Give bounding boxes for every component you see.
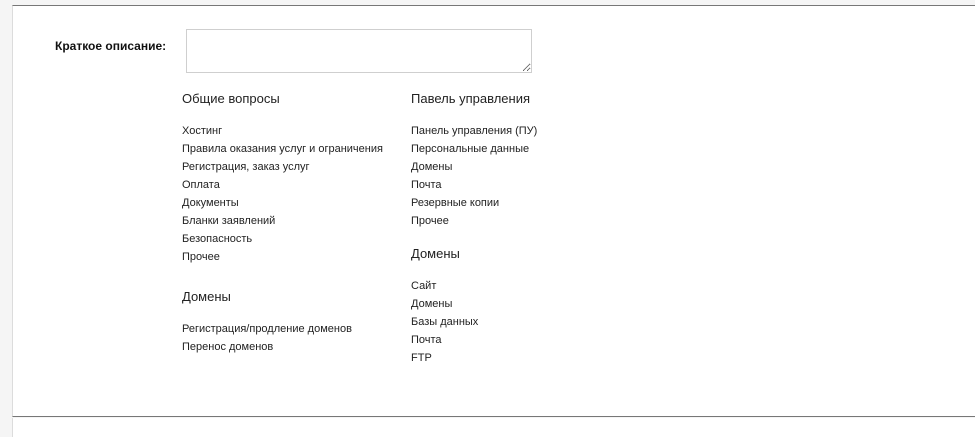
faq-link-ftp[interactable]: FTP <box>411 352 432 364</box>
faq-link-personal-data[interactable]: Персональные данные <box>411 143 530 155</box>
faq-link-service-rules[interactable]: Правила оказания услуг и ограничения <box>182 143 383 155</box>
faq-group-domains <box>182 289 402 356</box>
faq-link-databases[interactable]: Базы данных <box>411 316 479 328</box>
footer-strip <box>12 418 975 437</box>
list-item <box>182 176 402 194</box>
list-item <box>182 140 402 158</box>
faq-link-security[interactable]: Безопасность <box>182 233 253 245</box>
list-item <box>182 248 402 266</box>
faq-link-mail[interactable]: Почта <box>411 334 442 346</box>
faq-link-registration-order[interactable]: Регистрация, заказ услуг <box>182 161 310 173</box>
list-item <box>411 176 631 194</box>
list-item <box>411 212 631 230</box>
faq-group-hosting-domains <box>411 246 631 367</box>
list-item <box>182 212 402 230</box>
list-item <box>182 338 402 356</box>
faq-link-list <box>411 277 631 367</box>
faq-group-title: Общие вопросы <box>182 91 280 106</box>
list-item <box>182 122 402 140</box>
list-item <box>411 313 631 331</box>
short-description-input[interactable] <box>186 29 532 73</box>
faq-link-backups[interactable]: Резервные копии <box>411 197 500 209</box>
list-item <box>411 295 631 313</box>
list-item <box>182 194 402 212</box>
list-item <box>411 349 631 367</box>
faq-link-control-panel[interactable]: Панель управления (ПУ) <box>411 125 538 137</box>
faq-link-hosting[interactable]: Хостинг <box>182 125 223 137</box>
faq-link-list <box>411 122 631 230</box>
faq-link-domains[interactable]: Домены <box>411 298 453 310</box>
faq-link-site[interactable]: Сайт <box>411 280 437 292</box>
short-description-label: Краткое описание: <box>55 39 167 53</box>
list-item <box>182 230 402 248</box>
faq-link-documents[interactable]: Документы <box>182 197 239 209</box>
faq-link-list <box>182 122 402 266</box>
faq-group-general <box>182 91 402 266</box>
list-item <box>411 277 631 295</box>
faq-link-application-forms[interactable]: Бланки заявлений <box>182 215 276 227</box>
list-item <box>411 140 631 158</box>
list-item <box>182 158 402 176</box>
faq-column-right <box>411 91 631 367</box>
faq-group-title: Домены <box>411 246 460 261</box>
faq-link-domain-registration[interactable]: Регистрация/продление доменов <box>182 323 352 335</box>
faq-group-title: Домены <box>182 289 231 304</box>
faq-link-other[interactable]: Прочее <box>182 251 220 263</box>
faq-link-domain-transfer[interactable]: Перенос доменов <box>182 341 274 353</box>
list-item <box>182 320 402 338</box>
faq-link-payment[interactable]: Оплата <box>182 179 220 191</box>
list-item <box>411 122 631 140</box>
list-item <box>411 194 631 212</box>
list-item <box>411 331 631 349</box>
faq-link-cp-other[interactable]: Прочее <box>411 215 449 227</box>
faq-link-list <box>182 320 402 356</box>
content-panel <box>12 5 975 417</box>
faq-link-cp-domains[interactable]: Домены <box>411 161 453 173</box>
faq-column-left <box>182 91 402 356</box>
faq-group-title: Павель управления <box>411 91 531 106</box>
faq-link-cp-mail[interactable]: Почта <box>411 179 442 191</box>
faq-group-control-panel <box>411 91 631 230</box>
list-item <box>411 158 631 176</box>
